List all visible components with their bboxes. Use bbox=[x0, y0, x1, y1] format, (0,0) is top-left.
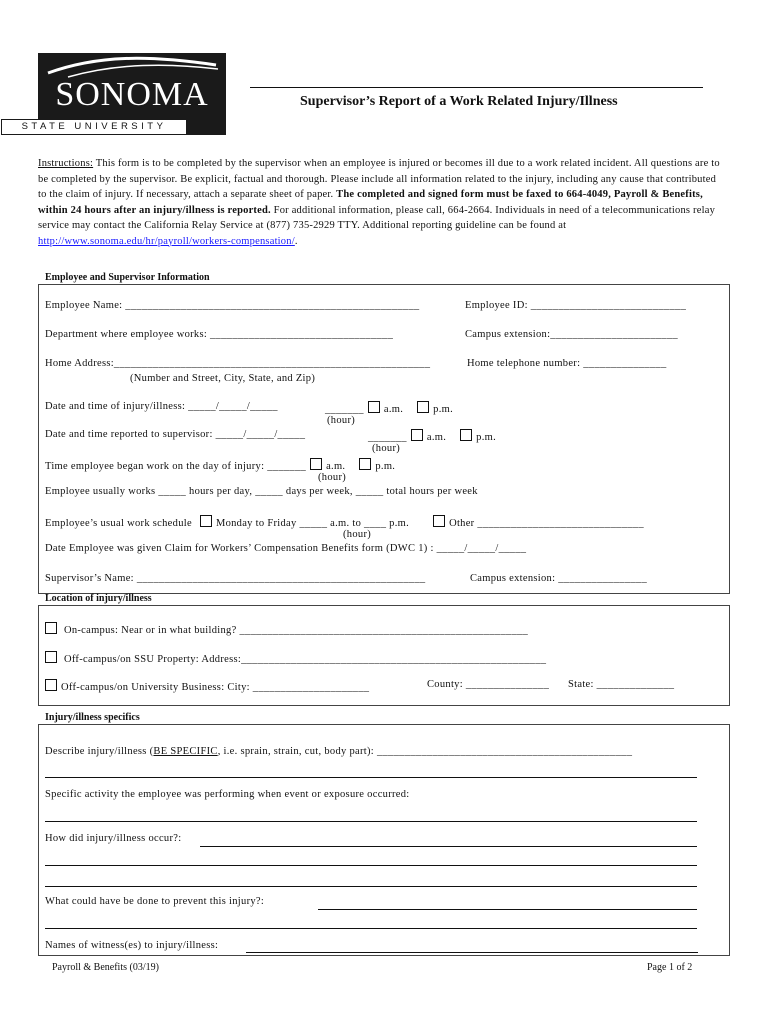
section-employee-title: Employee and Supervisor Information bbox=[45, 272, 210, 283]
am-label: a.m. bbox=[326, 461, 346, 472]
reported-time-field[interactable] bbox=[368, 429, 496, 443]
describe-suffix: , i.e. sprain, strain, cut, body part): ______________________________________________ bbox=[217, 746, 633, 757]
schedule-mf-label: Monday to Friday _____ a.m. to ____ p.m. bbox=[215, 518, 410, 529]
schedule-mf-checkbox[interactable] bbox=[200, 515, 212, 527]
pm-label: p.m. bbox=[375, 461, 396, 472]
state-field[interactable]: State: ______________ bbox=[568, 679, 675, 690]
prevent-answer-line-2[interactable] bbox=[45, 928, 697, 929]
reported-hour-blank: _______ bbox=[368, 432, 407, 443]
instructions-label: Instructions: bbox=[38, 158, 94, 169]
off-campus-business-field[interactable] bbox=[45, 679, 369, 693]
hour-hint: (hour) bbox=[372, 443, 401, 454]
how-occur-label: How did injury/illness occur?: bbox=[45, 833, 182, 844]
usual-schedule-field[interactable] bbox=[45, 515, 644, 529]
time-began-label: Time employee began work on the day of injury: _______ bbox=[45, 461, 307, 472]
time-began-field[interactable] bbox=[45, 458, 395, 472]
employee-id-field[interactable]: Employee ID: ____________________________ bbox=[465, 300, 687, 311]
date-reported-field[interactable]: Date and time reported to supervisor: _____/_____/_____ bbox=[45, 429, 306, 440]
section-specifics-title: Injury/illness specifics bbox=[45, 712, 140, 723]
schedule-label: Employee’s usual work schedule bbox=[45, 518, 192, 529]
how-answer-line-1[interactable] bbox=[200, 846, 697, 847]
describe-answer-line[interactable] bbox=[45, 777, 697, 778]
schedule-other-label: Other ______________________________ bbox=[449, 518, 644, 529]
supervisor-name-field[interactable]: Supervisor’s Name: ____________________________________________________ bbox=[45, 573, 426, 584]
how-answer-line-2[interactable] bbox=[45, 865, 697, 866]
instructions-bold: The completed and signed form must be faxed to 664-4049, Payroll & Benefits, within 24 hours after an injury/illness is reported. bbox=[38, 189, 703, 216]
off-campus-business-checkbox[interactable] bbox=[45, 679, 57, 691]
instructions bbox=[38, 156, 720, 249]
am-label: a.m. bbox=[426, 432, 447, 443]
prevent-answer-line-1[interactable] bbox=[318, 909, 697, 910]
hour-hint: (hour) bbox=[318, 472, 347, 483]
section-location-title: Location of injury/illness bbox=[45, 593, 152, 604]
campus-extension-field[interactable]: Campus extension:_______________________ bbox=[465, 329, 678, 340]
county-field[interactable]: County: _______________ bbox=[427, 679, 550, 690]
reported-am-checkbox[interactable] bbox=[411, 429, 423, 441]
describe-injury-field[interactable] bbox=[45, 746, 632, 757]
injury-am-checkbox[interactable] bbox=[368, 401, 380, 413]
hour-hint: (hour) bbox=[327, 415, 356, 426]
prevent-label: What could have be done to prevent this injury?: bbox=[45, 896, 265, 907]
off-campus-business-label: Off-campus/on University Business: City: _____________________ bbox=[61, 682, 370, 693]
footer-left: Payroll & Benefits (03/19) bbox=[52, 962, 159, 973]
title-rule bbox=[250, 87, 703, 88]
injury-time-field[interactable] bbox=[325, 401, 453, 415]
instructions-text-1: This form is to be completed by the supervisor when an employee is injured or becomes ill due to a work related incident. All questions are to be completed by the supervisor. Be explicit, factual and thorough. Please include all information related to the injury, including any cause that contributed to the claim of injury. If necessary, attach a separate sheet of paper. bbox=[38, 158, 720, 200]
activity-label: Specific activity the employee was performing when event or exposure occurred: bbox=[45, 789, 410, 800]
page-title: Supervisor’s Report of a Work Related Injury/Illness bbox=[300, 94, 618, 109]
began-pm-checkbox[interactable] bbox=[359, 458, 371, 470]
home-phone-field[interactable]: Home telephone number: _______________ bbox=[467, 358, 667, 369]
department-field[interactable]: Department where employee works: _________________________________ bbox=[45, 329, 394, 340]
injury-hour-blank: _______ bbox=[325, 404, 364, 415]
activity-answer-line[interactable] bbox=[45, 821, 697, 822]
employee-name-field[interactable]: Employee Name: _____________________________________________________ bbox=[45, 300, 420, 311]
on-campus-field[interactable] bbox=[45, 622, 528, 636]
logo-name: SONOMA bbox=[55, 76, 209, 113]
how-answer-line-3[interactable] bbox=[45, 886, 697, 887]
injury-pm-checkbox[interactable] bbox=[417, 401, 429, 413]
workers-comp-link[interactable]: http://www.sonoma.edu/hr/payroll/workers-compensation/ bbox=[38, 235, 295, 247]
off-campus-checkbox[interactable] bbox=[45, 651, 57, 663]
describe-prefix: Describe injury/illness ( bbox=[45, 746, 154, 757]
began-am-checkbox[interactable] bbox=[310, 458, 322, 470]
date-of-injury-field[interactable]: Date and time of injury/illness: _____/_____/_____ bbox=[45, 401, 278, 412]
witness-label: Names of witness(es) to injury/illness: bbox=[45, 940, 219, 951]
address-hint: (Number and Street, City, State, and Zip) bbox=[130, 373, 316, 384]
pm-label: p.m. bbox=[433, 404, 454, 415]
pm-label: p.m. bbox=[476, 432, 497, 443]
off-campus-label: Off-campus/on SSU Property: Address:_______________________________________________________ bbox=[63, 654, 547, 665]
am-label: a.m. bbox=[383, 404, 404, 415]
claim-form-date-field[interactable]: Date Employee was given Claim for Workers’ Compensation Benefits form (DWC 1) : _____/_____/_____ bbox=[45, 543, 527, 554]
hour-hint: (hour) bbox=[343, 529, 372, 540]
instructions-end: . bbox=[294, 235, 298, 247]
schedule-other-checkbox[interactable] bbox=[433, 515, 445, 527]
off-campus-field[interactable] bbox=[45, 651, 546, 665]
on-campus-checkbox[interactable] bbox=[45, 622, 57, 634]
supervisor-extension-field[interactable]: Campus extension: ________________ bbox=[470, 573, 648, 584]
logo-subtitle: STATE UNIVERSITY bbox=[1, 119, 187, 135]
on-campus-label: On-campus: Near or in what building? ____________________________________________________ bbox=[63, 625, 529, 636]
page-number: Page 1 of 2 bbox=[647, 962, 693, 973]
witness-answer-line[interactable] bbox=[246, 952, 698, 953]
home-address-field[interactable]: Home Address:_________________________________________________________ bbox=[45, 358, 431, 369]
instructions-text-2: For additional information, please call, 664-2664. Individuals in need of a telecommunications relay service may contact the California Relay Service at (877) 735-2929 TTY. Additional reporting guideline can be found at bbox=[38, 204, 716, 231]
reported-pm-checkbox[interactable] bbox=[460, 429, 472, 441]
usual-hours-field[interactable]: Employee usually works _____ hours per day, _____ days per week, _____ total hours per week bbox=[45, 486, 478, 497]
be-specific-label: BE SPECIFIC bbox=[153, 746, 218, 757]
